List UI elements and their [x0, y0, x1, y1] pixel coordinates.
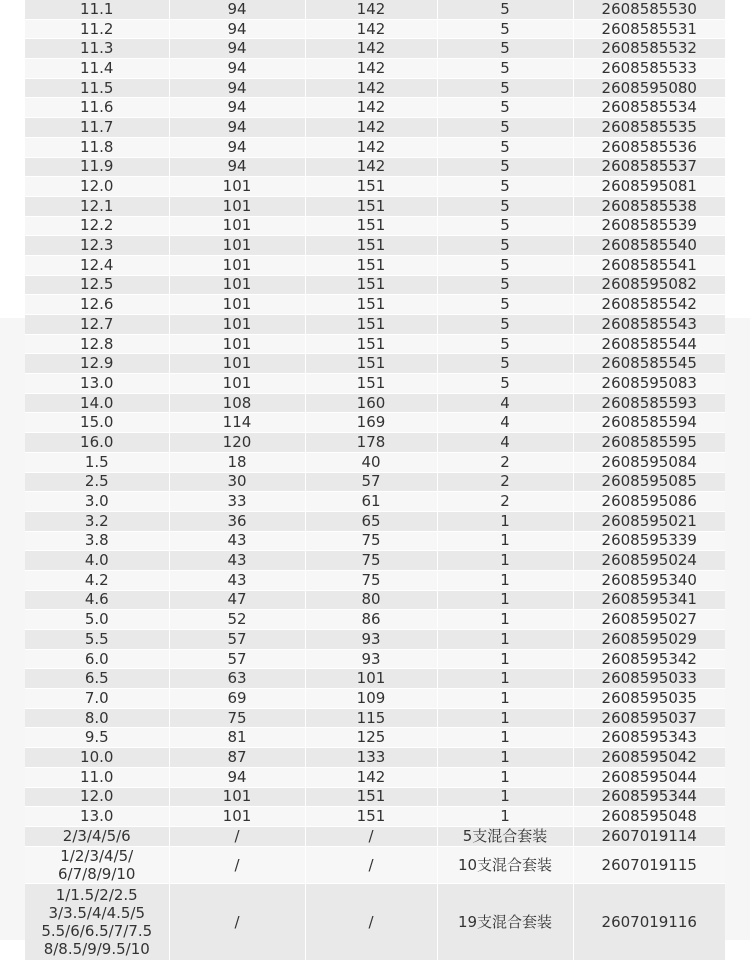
working-length-cell: 57	[169, 649, 305, 669]
table-row	[25, 728, 725, 748]
part-number-cell: 2607019114	[573, 826, 725, 846]
working-length-cell: 101	[169, 216, 305, 236]
diameter-cell: 2.5	[25, 472, 169, 492]
part-number-cell: 2608595342	[573, 649, 725, 669]
part-number-cell: 2608595344	[573, 787, 725, 807]
part-number-cell: 2608585594	[573, 413, 725, 433]
part-number-cell: 2608595044	[573, 767, 725, 787]
diameter-cell: 12.5	[25, 275, 169, 295]
pack-qty-cell: 5	[437, 196, 573, 216]
table-row	[25, 59, 725, 79]
working-length-cell: 94	[169, 59, 305, 79]
total-length-cell: 151	[305, 275, 437, 295]
total-length-cell: 142	[305, 39, 437, 59]
part-number-cell: 2607019116	[573, 883, 725, 960]
total-length-cell: 61	[305, 492, 437, 512]
table-row	[25, 98, 725, 118]
pack-qty-cell: 5	[437, 177, 573, 197]
diameter-cell: 11.3	[25, 39, 169, 59]
pack-qty-cell: 5	[437, 59, 573, 79]
diameter-cell: 11.2	[25, 19, 169, 39]
pack-qty-cell: 1	[437, 669, 573, 689]
table-row	[25, 374, 725, 394]
set-sizes-cell	[25, 883, 169, 960]
total-length-cell: 57	[305, 472, 437, 492]
set-size-line: 8/8.5/9/9.5/10	[43, 939, 150, 958]
diameter-cell: 14.0	[25, 393, 169, 413]
diameter-cell: 12.6	[25, 295, 169, 315]
diameter-cell: 9.5	[25, 728, 169, 748]
working-length-cell: 47	[169, 590, 305, 610]
pack-qty-cell: 5	[437, 354, 573, 374]
pack-qty-cell: 5	[437, 98, 573, 118]
diameter-cell: 1.5	[25, 452, 169, 472]
diameter-cell: 13.0	[25, 374, 169, 394]
working-length-cell: 101	[169, 315, 305, 335]
working-length-cell: 101	[169, 295, 305, 315]
diameter-cell: 12.7	[25, 315, 169, 335]
table-row	[25, 78, 725, 98]
pack-qty-cell: 5	[437, 315, 573, 335]
total-length-cell: 75	[305, 531, 437, 551]
total-length-cell: /	[305, 846, 437, 883]
pack-type-cell: 5支混合套装	[437, 826, 573, 846]
set-size-line: 2/3/4/5/6	[62, 827, 131, 846]
working-length-cell: 69	[169, 689, 305, 709]
diameter-cell: 11.6	[25, 98, 169, 118]
part-number-cell: 2608595024	[573, 551, 725, 571]
pack-qty-cell: 1	[437, 551, 573, 571]
pack-qty-cell: 5	[437, 39, 573, 59]
table-row	[25, 295, 725, 315]
part-number-cell: 2608585543	[573, 315, 725, 335]
table-row	[25, 354, 725, 374]
working-length-cell: 94	[169, 137, 305, 157]
total-length-cell: 101	[305, 669, 437, 689]
diameter-cell: 12.0	[25, 177, 169, 197]
part-number-cell: 2608595035	[573, 689, 725, 709]
table-row	[25, 511, 725, 531]
table-row	[25, 452, 725, 472]
part-number-cell: 2608595340	[573, 570, 725, 590]
set-row	[25, 826, 725, 846]
diameter-cell: 11.8	[25, 137, 169, 157]
diameter-cell: 11.0	[25, 767, 169, 787]
total-length-cell: 142	[305, 98, 437, 118]
table-row	[25, 767, 725, 787]
working-length-cell: /	[169, 826, 305, 846]
total-length-cell: 75	[305, 551, 437, 571]
set-size-line: 3/3.5/4/4.5/5	[48, 903, 146, 922]
table-row	[25, 570, 725, 590]
diameter-cell: 15.0	[25, 413, 169, 433]
working-length-cell: 87	[169, 748, 305, 768]
part-number-cell: 2608595341	[573, 590, 725, 610]
part-number-cell: 2608595081	[573, 177, 725, 197]
working-length-cell: 30	[169, 472, 305, 492]
diameter-cell: 13.0	[25, 807, 169, 827]
table-row	[25, 689, 725, 709]
working-length-cell: 101	[169, 354, 305, 374]
total-length-cell: 160	[305, 393, 437, 413]
table-row	[25, 39, 725, 59]
pack-qty-cell: 1	[437, 590, 573, 610]
part-number-cell: 2608585534	[573, 98, 725, 118]
working-length-cell: 120	[169, 433, 305, 453]
set-sizes-cell	[25, 846, 169, 883]
diameter-cell: 3.0	[25, 492, 169, 512]
diameter-cell: 4.6	[25, 590, 169, 610]
part-number-cell: 2608585537	[573, 157, 725, 177]
working-length-cell: 81	[169, 728, 305, 748]
table-row	[25, 551, 725, 571]
diameter-cell: 5.0	[25, 610, 169, 630]
working-length-cell: 18	[169, 452, 305, 472]
table-row	[25, 630, 725, 650]
total-length-cell: 151	[305, 807, 437, 827]
working-length-cell: 94	[169, 767, 305, 787]
table-row	[25, 255, 725, 275]
diameter-cell: 11.5	[25, 78, 169, 98]
table-row	[25, 236, 725, 256]
table-row	[25, 315, 725, 335]
total-length-cell: 178	[305, 433, 437, 453]
part-number-cell: 2608595080	[573, 78, 725, 98]
diameter-cell: 12.9	[25, 354, 169, 374]
total-length-cell: 142	[305, 767, 437, 787]
total-length-cell: 142	[305, 78, 437, 98]
part-number-cell: 2608585542	[573, 295, 725, 315]
diameter-cell: 3.2	[25, 511, 169, 531]
diameter-cell: 11.7	[25, 118, 169, 138]
pack-qty-cell: 2	[437, 452, 573, 472]
pack-qty-cell: 5	[437, 295, 573, 315]
pack-qty-cell: 5	[437, 374, 573, 394]
diameter-cell: 10.0	[25, 748, 169, 768]
total-length-cell: 142	[305, 59, 437, 79]
pack-qty-cell: 1	[437, 531, 573, 551]
set-size-line: 1/2/3/4/5/	[60, 846, 134, 865]
table-row	[25, 0, 725, 19]
pack-qty-cell: 4	[437, 433, 573, 453]
pack-qty-cell: 5	[437, 334, 573, 354]
total-length-cell: 151	[305, 236, 437, 256]
pack-qty-cell: 2	[437, 492, 573, 512]
table-row	[25, 649, 725, 669]
part-number-cell: 2608585540	[573, 236, 725, 256]
diameter-cell: 7.0	[25, 689, 169, 709]
diameter-cell: 12.8	[25, 334, 169, 354]
total-length-cell: 86	[305, 610, 437, 630]
pack-qty-cell: 4	[437, 393, 573, 413]
working-length-cell: 101	[169, 787, 305, 807]
part-number-cell: 2608595027	[573, 610, 725, 630]
set-row	[25, 883, 725, 960]
total-length-cell: 151	[305, 374, 437, 394]
part-number-cell: 2608585539	[573, 216, 725, 236]
pack-qty-cell: 1	[437, 708, 573, 728]
total-length-cell: 151	[305, 196, 437, 216]
diameter-cell: 6.0	[25, 649, 169, 669]
total-length-cell: 109	[305, 689, 437, 709]
working-length-cell: 57	[169, 630, 305, 650]
working-length-cell: 94	[169, 98, 305, 118]
pack-qty-cell: 2	[437, 472, 573, 492]
diameter-cell: 11.1	[25, 0, 169, 19]
part-number-cell: 2608595033	[573, 669, 725, 689]
diameter-cell: 12.4	[25, 255, 169, 275]
table-row	[25, 275, 725, 295]
pack-qty-cell: 1	[437, 728, 573, 748]
set-size-line: 1/1.5/2/2.5	[55, 885, 138, 904]
working-length-cell: 63	[169, 669, 305, 689]
part-number-cell: 2608595084	[573, 452, 725, 472]
working-length-cell: 43	[169, 570, 305, 590]
total-length-cell: 151	[305, 354, 437, 374]
total-length-cell: /	[305, 826, 437, 846]
total-length-cell: 115	[305, 708, 437, 728]
part-number-cell: 2608585530	[573, 0, 725, 19]
pack-qty-cell: 1	[437, 787, 573, 807]
part-number-cell: 2608585595	[573, 433, 725, 453]
working-length-cell: 101	[169, 255, 305, 275]
part-number-cell: 2608595339	[573, 531, 725, 551]
part-number-cell: 2608585538	[573, 196, 725, 216]
total-length-cell: 93	[305, 649, 437, 669]
part-number-cell: 2608585532	[573, 39, 725, 59]
pack-qty-cell: 5	[437, 255, 573, 275]
total-length-cell: 65	[305, 511, 437, 531]
part-number-cell: 2607019115	[573, 846, 725, 883]
working-length-cell: 33	[169, 492, 305, 512]
set-row	[25, 846, 725, 883]
table-row	[25, 492, 725, 512]
total-length-cell: 151	[305, 315, 437, 335]
working-length-cell: 52	[169, 610, 305, 630]
working-length-cell: 94	[169, 0, 305, 19]
pack-type-cell: 19支混合套装	[437, 883, 573, 960]
diameter-cell: 12.1	[25, 196, 169, 216]
total-length-cell: 40	[305, 452, 437, 472]
working-length-cell: 101	[169, 275, 305, 295]
total-length-cell: 151	[305, 295, 437, 315]
diameter-cell: 3.8	[25, 531, 169, 551]
total-length-cell: 125	[305, 728, 437, 748]
pack-qty-cell: 5	[437, 137, 573, 157]
pack-qty-cell: 5	[437, 275, 573, 295]
total-length-cell: 142	[305, 157, 437, 177]
table-row	[25, 334, 725, 354]
pack-qty-cell: 4	[437, 413, 573, 433]
working-length-cell: /	[169, 883, 305, 960]
set-size-line: 5.5/6/6.5/7/7.5	[41, 921, 153, 940]
total-length-cell: 80	[305, 590, 437, 610]
part-number-cell: 2608585544	[573, 334, 725, 354]
part-number-cell: 2608585536	[573, 137, 725, 157]
working-length-cell: 36	[169, 511, 305, 531]
working-length-cell: 75	[169, 708, 305, 728]
part-number-cell: 2608585593	[573, 393, 725, 413]
working-length-cell: 94	[169, 78, 305, 98]
pack-qty-cell: 1	[437, 570, 573, 590]
diameter-cell: 6.5	[25, 669, 169, 689]
pack-qty-cell: 5	[437, 118, 573, 138]
pack-qty-cell: 1	[437, 649, 573, 669]
diameter-cell: 11.9	[25, 157, 169, 177]
table-row	[25, 610, 725, 630]
spec-table-body	[25, 0, 725, 960]
part-number-cell: 2608585531	[573, 19, 725, 39]
pack-qty-cell: 1	[437, 807, 573, 827]
working-length-cell: 101	[169, 807, 305, 827]
total-length-cell: 142	[305, 118, 437, 138]
pack-qty-cell: 1	[437, 689, 573, 709]
working-length-cell: 94	[169, 157, 305, 177]
pack-qty-cell: 1	[437, 767, 573, 787]
diameter-cell: 12.2	[25, 216, 169, 236]
part-number-cell: 2608595021	[573, 511, 725, 531]
total-length-cell: 151	[305, 334, 437, 354]
total-length-cell: 169	[305, 413, 437, 433]
table-row	[25, 433, 725, 453]
table-row	[25, 118, 725, 138]
pack-qty-cell: 5	[437, 157, 573, 177]
table-row	[25, 413, 725, 433]
table-row	[25, 787, 725, 807]
pack-qty-cell: 5	[437, 78, 573, 98]
pack-qty-cell: 5	[437, 0, 573, 19]
working-length-cell: 101	[169, 334, 305, 354]
diameter-cell: 16.0	[25, 433, 169, 453]
total-length-cell: 151	[305, 787, 437, 807]
total-length-cell: 142	[305, 0, 437, 19]
table-row	[25, 669, 725, 689]
part-number-cell: 2608585535	[573, 118, 725, 138]
table-row	[25, 157, 725, 177]
pack-type-cell: 10支混合套装	[437, 846, 573, 883]
part-number-cell: 2608595343	[573, 728, 725, 748]
table-row	[25, 472, 725, 492]
part-number-cell: 2608595083	[573, 374, 725, 394]
table-row	[25, 590, 725, 610]
working-length-cell: 94	[169, 118, 305, 138]
table-row	[25, 807, 725, 827]
pack-qty-cell: 5	[437, 236, 573, 256]
part-number-cell: 2608585541	[573, 255, 725, 275]
diameter-cell: 5.5	[25, 630, 169, 650]
spec-table	[25, 0, 725, 961]
set-size-line: 6/7/8/9/10	[58, 864, 136, 883]
total-length-cell: 133	[305, 748, 437, 768]
pack-qty-cell: 1	[437, 511, 573, 531]
table-row	[25, 708, 725, 728]
total-length-cell: 75	[305, 570, 437, 590]
set-sizes-cell	[25, 826, 169, 846]
working-length-cell: 43	[169, 531, 305, 551]
part-number-cell: 2608595086	[573, 492, 725, 512]
pack-qty-cell: 5	[437, 216, 573, 236]
table-row	[25, 177, 725, 197]
pack-qty-cell: 1	[437, 748, 573, 768]
table-row	[25, 393, 725, 413]
working-length-cell: 114	[169, 413, 305, 433]
total-length-cell: 151	[305, 216, 437, 236]
total-length-cell: 151	[305, 255, 437, 275]
diameter-cell: 12.3	[25, 236, 169, 256]
pack-qty-cell: 1	[437, 630, 573, 650]
part-number-cell: 2608595082	[573, 275, 725, 295]
table-row	[25, 196, 725, 216]
working-length-cell: 101	[169, 374, 305, 394]
working-length-cell: 108	[169, 393, 305, 413]
table-row	[25, 137, 725, 157]
pack-qty-cell: 5	[437, 19, 573, 39]
diameter-cell: 12.0	[25, 787, 169, 807]
working-length-cell: 101	[169, 177, 305, 197]
working-length-cell: 43	[169, 551, 305, 571]
total-length-cell: /	[305, 883, 437, 960]
working-length-cell: /	[169, 846, 305, 883]
part-number-cell: 2608595048	[573, 807, 725, 827]
diameter-cell: 4.2	[25, 570, 169, 590]
working-length-cell: 94	[169, 19, 305, 39]
working-length-cell: 101	[169, 236, 305, 256]
table-row	[25, 531, 725, 551]
total-length-cell: 142	[305, 137, 437, 157]
total-length-cell: 151	[305, 177, 437, 197]
diameter-cell: 8.0	[25, 708, 169, 728]
part-number-cell: 2608595029	[573, 630, 725, 650]
table-row	[25, 748, 725, 768]
part-number-cell: 2608595085	[573, 472, 725, 492]
part-number-cell: 2608585533	[573, 59, 725, 79]
working-length-cell: 94	[169, 39, 305, 59]
working-length-cell: 101	[169, 196, 305, 216]
diameter-cell: 4.0	[25, 551, 169, 571]
table-row	[25, 216, 725, 236]
total-length-cell: 142	[305, 19, 437, 39]
pack-qty-cell: 1	[437, 610, 573, 630]
part-number-cell: 2608585545	[573, 354, 725, 374]
part-number-cell: 2608595037	[573, 708, 725, 728]
part-number-cell: 2608595042	[573, 748, 725, 768]
total-length-cell: 93	[305, 630, 437, 650]
diameter-cell: 11.4	[25, 59, 169, 79]
table-row	[25, 19, 725, 39]
